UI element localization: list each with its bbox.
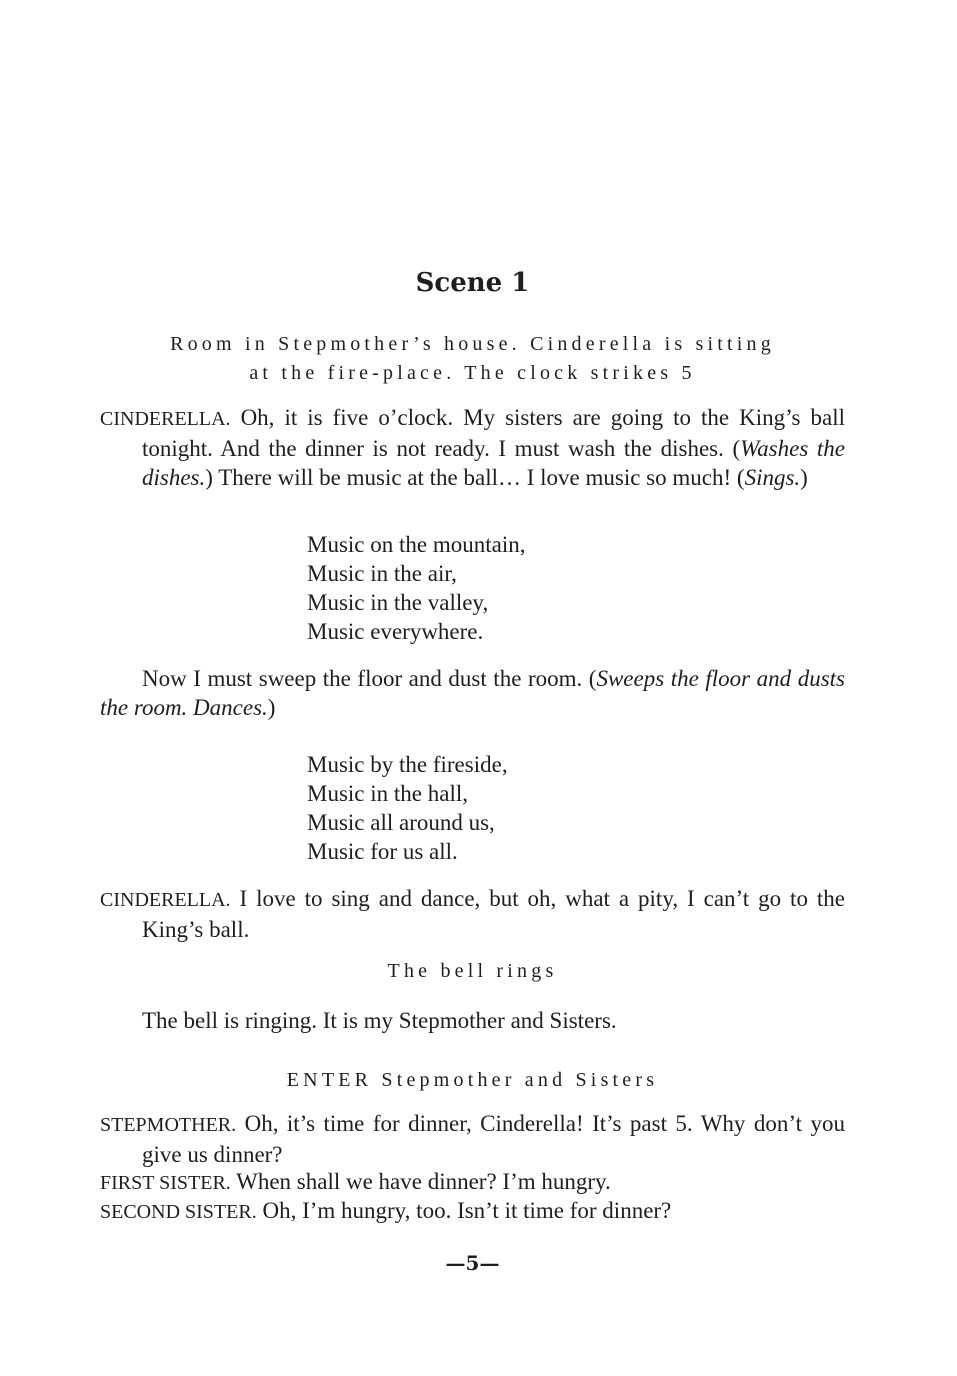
speaker-name: SECOND SISTER. <box>100 1201 257 1223</box>
verse-line: Music in the hall, <box>307 781 468 806</box>
verse-line: Music by the fireside, <box>307 752 508 777</box>
speech-text: When shall we have dinner? I’m hungry. <box>230 1169 611 1194</box>
speech-stepmother <box>100 1109 845 1169</box>
song-verse-2 <box>307 750 807 866</box>
stage-direction-enter: ENTER Stepmother and Sisters <box>286 1069 659 1091</box>
scene-title: Scene 1 <box>415 268 530 298</box>
inline-stage-direction: Sweeps the floor and dusts the room. Dances. <box>100 666 845 720</box>
speech-text: ) <box>800 465 808 490</box>
stage-direction-bell: The bell rings <box>387 960 558 982</box>
speech-cinderella-1 <box>100 403 845 492</box>
book-page <box>100 0 845 1376</box>
speech-text: Now I must sweep the floor and dust the room. ( <box>142 666 597 691</box>
speaker-name: CINDERELLA. <box>100 408 231 430</box>
page-number: —5— <box>445 1251 500 1275</box>
verse-line: Music in the valley, <box>307 590 489 615</box>
speech-second-sister <box>100 1196 845 1227</box>
speech-cinderella-3 <box>100 884 845 944</box>
speech-cinderella-2 <box>100 664 845 722</box>
verse-line: Music on the mountain, <box>307 532 526 557</box>
speech-text: I love to sing and dance, but oh, what a pity, I can’t go to the King’s ball. <box>142 886 845 942</box>
speech-text: Oh, it is five o’clock. My sisters are going to the King’s ball tonight. And the dinner is not ready. I must wash the dishes. ( <box>142 405 845 461</box>
verse-line: Music for us all. <box>307 839 458 864</box>
speech-first-sister <box>100 1167 845 1198</box>
speech-text: ) There will be music at the ball… I love music so much! ( <box>205 465 745 490</box>
stage-direction-line: at the fire-place. The clock strikes 5 <box>249 362 696 384</box>
verse-line: Music in the air, <box>307 561 457 586</box>
speaker-name: FIRST SISTER. <box>100 1172 231 1194</box>
speaker-name: CINDERELLA. <box>100 889 231 911</box>
inline-stage-direction: Sings. <box>744 465 801 490</box>
speech-cinderella-4: The bell is ringing. It is my Stepmother and Sisters. <box>142 1008 617 1033</box>
speech-text: ) <box>267 695 276 720</box>
stage-direction-opening <box>100 330 845 388</box>
stage-direction-line: Room in Stepmother’s house. Cinderella is sitting <box>170 333 775 355</box>
song-verse-1 <box>307 530 807 646</box>
inline-stage-direction: Washes the dishes. <box>142 436 845 490</box>
speaker-name: STEPMOTHER. <box>100 1114 237 1136</box>
verse-line: Music all around us, <box>307 810 495 835</box>
verse-line: Music everywhere. <box>307 619 484 644</box>
speech-text: Oh, I’m hungry, too. Isn’t it time for dinner? <box>256 1198 672 1223</box>
speech-text: Oh, it’s time for dinner, Cinderella! It’s past 5. Why don’t you give us dinner? <box>142 1111 845 1167</box>
